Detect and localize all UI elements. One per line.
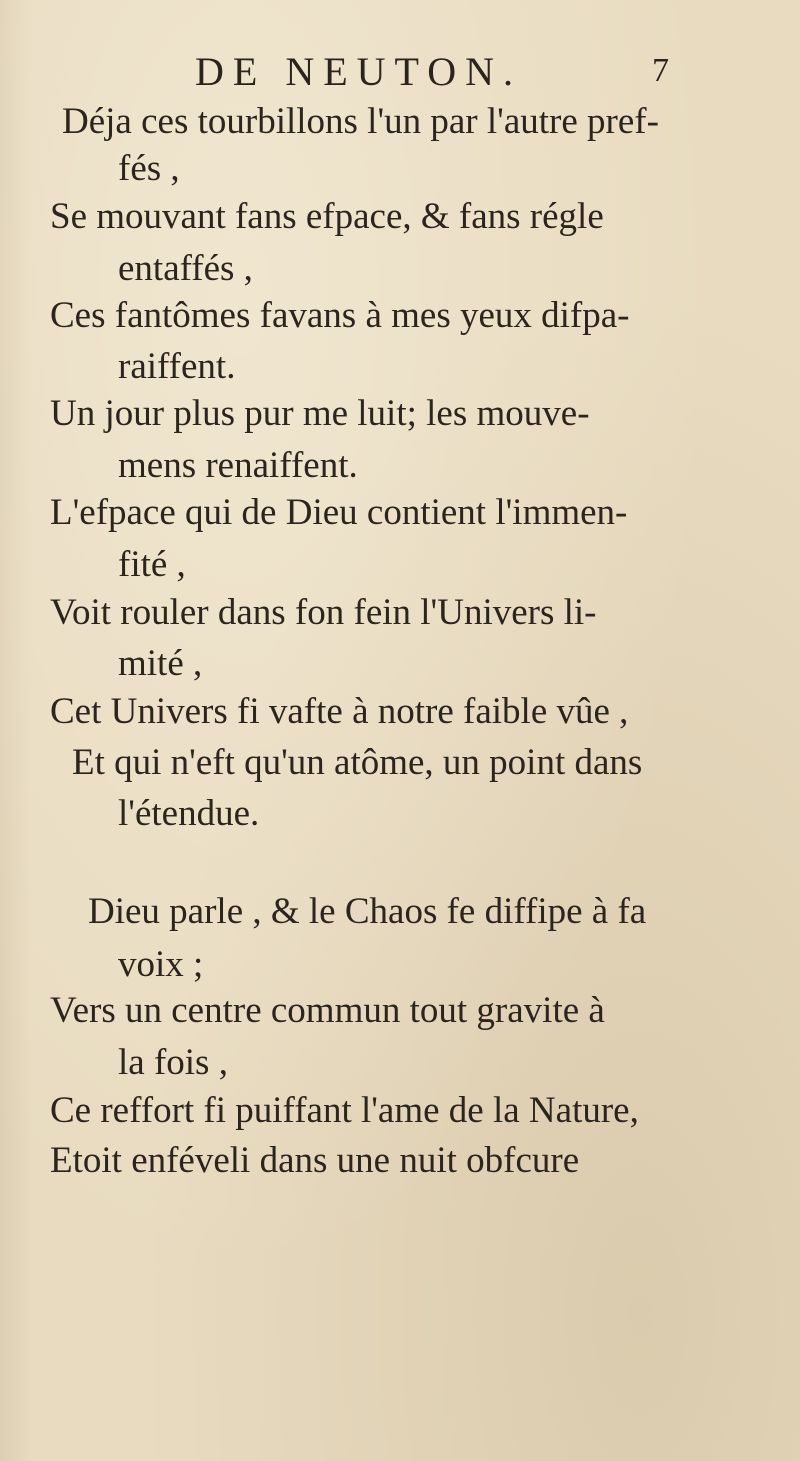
verse-line: L'efpace qui de Dieu contient l'immen-: [50, 492, 628, 533]
verse-line: Cet Univers fi vafte à notre faible vûe ,: [50, 691, 629, 732]
verse-line: Etoit enféveli dans une nuit obfcure: [50, 1140, 580, 1181]
verse-line: Vers un centre commun tout gravite à: [50, 990, 605, 1031]
verse-line: fés ,: [118, 148, 180, 189]
verse-line: Un jour plus pur me luit; les mouve-: [50, 393, 590, 434]
verse-line: raiffent.: [118, 346, 236, 387]
verse-line: Et qui n'eft qu'un atôme, un point dans: [72, 742, 643, 783]
verse-line: mité ,: [118, 643, 203, 684]
verse-line: Voit rouler dans fon fein l'Univers li-: [50, 592, 597, 633]
verse-line: l'étendue.: [118, 793, 260, 834]
verse-line: entaffés ,: [118, 248, 253, 289]
verse-line: Se mouvant fans efpace, & fans régle: [50, 196, 604, 237]
verse-line: Déja ces tourbillons l'un par l'autre pref-: [62, 101, 659, 142]
verse-line: la fois ,: [118, 1042, 228, 1083]
page-number: 7: [652, 52, 669, 89]
verse-line: Ce reffort fi puiffant l'ame de la Nature,: [50, 1090, 639, 1131]
verse-line: Dieu parle , & le Chaos fe diffipe à fa: [88, 891, 647, 932]
verse-line: Ces fantômes favans à mes yeux difpa-: [50, 295, 630, 336]
verse-line: mens renaiffent.: [118, 445, 358, 486]
running-title: DE NEUTON.: [195, 49, 523, 94]
verse-line: voix ;: [118, 944, 204, 985]
verse-line: fité ,: [118, 544, 186, 585]
